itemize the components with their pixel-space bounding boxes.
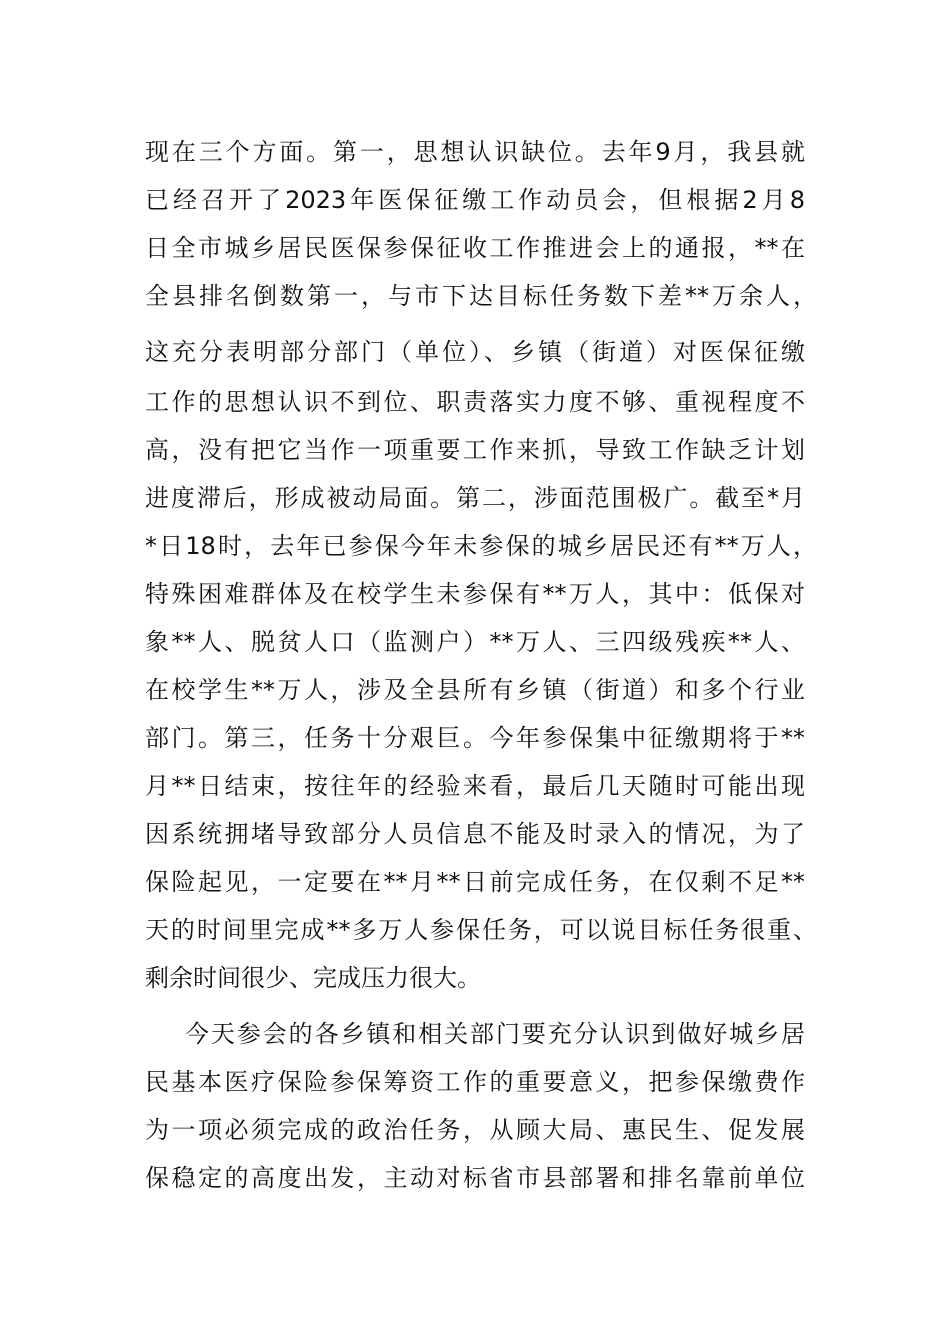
paragraph-1-line: 现在三个方面。第一，思想认识缺位。去年9月，我县就 — [145, 138, 805, 166]
paragraph-1-line: 日全市城乡居民医保参保征收工作推进会上的通报，**在 — [145, 234, 805, 262]
paragraph-1-line: 进度滞后，形成被动局面。第二，涉面范围极广。截至*月 — [145, 484, 805, 512]
paragraph-2-line: 民基本医疗保险参保筹资工作的重要意义，把参保缴费作 — [145, 1068, 805, 1096]
paragraph-1-line: 已经召开了2023年医保征缴工作动员会，但根据2月8 — [145, 186, 805, 214]
paragraph-1-line: 象**人、脱贫人口（监测户）**万人、三四级残疾**人、 — [145, 628, 805, 656]
paragraph-1-line: 特殊困难群体及在校学生未参保有**万人，其中：低保对 — [145, 580, 805, 608]
paragraph-2-line: 今天参会的各乡镇和相关部门要充分认识到做好城乡居 — [185, 1020, 805, 1048]
paragraph-1-line: 工作的思想认识不到位、职责落实力度不够、重视程度不 — [145, 388, 805, 416]
paragraph-2-line: 保稳定的高度出发，主动对标省市县部署和排名靠前单位 — [145, 1164, 805, 1192]
paragraph-1-line: 天的时间里完成**多万人参保任务，可以说目标任务很重、 — [145, 916, 817, 944]
paragraph-1-line: *日18时，去年已参保今年未参保的城乡居民还有**万人， — [145, 532, 817, 560]
paragraph-1-line: 全县排名倒数第一，与市下达目标任务数下差**万余人， — [145, 282, 817, 310]
paragraph-1-line: 剩余时间很少、完成压力很大。 — [145, 964, 481, 992]
paragraph-1-line: 在校学生**万人，涉及全县所有乡镇（街道）和多个行业 — [145, 676, 805, 704]
paragraph-1-line: 保险起见，一定要在**月**日前完成任务，在仅剩不足** — [145, 868, 805, 896]
paragraph-1-line: 高，没有把它当作一项重要工作来抓，导致工作缺乏计划 — [145, 436, 805, 464]
paragraph-2-line: 为一项必须完成的政治任务，从顾大局、惠民生、促发展 — [145, 1116, 805, 1144]
paragraph-1-line: 月**日结束，按往年的经验来看，最后几天随时可能出现 — [145, 772, 805, 800]
paragraph-1-line: 这充分表明部分部门（单位）、乡镇（街道）对医保征缴 — [145, 338, 805, 366]
paragraph-1-line: 部门。第三，任务十分艰巨。今年参保集中征缴期将于** — [145, 724, 805, 752]
paragraph-1-line: 因系统拥堵导致部分人员信息不能及时录入的情况，为了 — [145, 820, 805, 848]
